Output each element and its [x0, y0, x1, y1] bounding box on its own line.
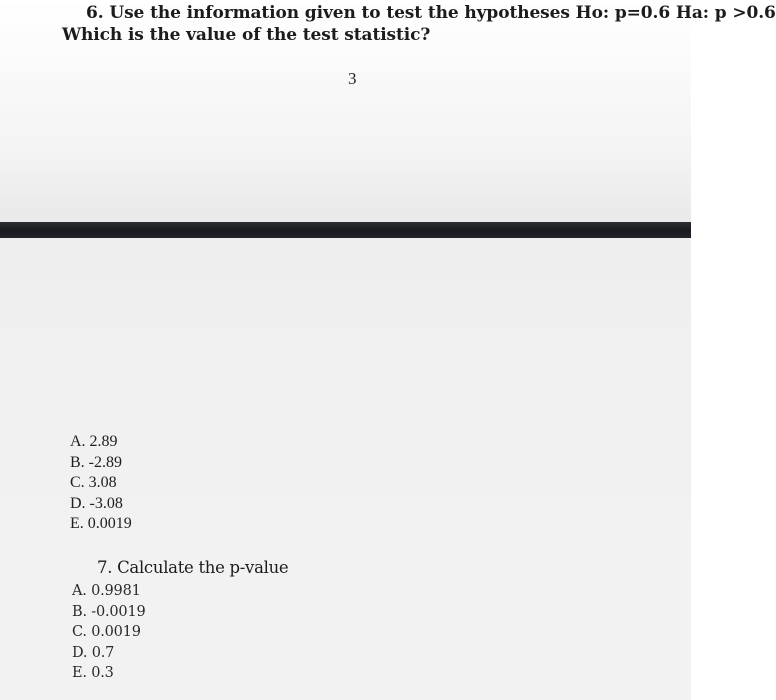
question-6-choices	[70, 432, 132, 535]
question-6-prompt-line-1: 6. Use the information given to test the hypotheses Ho: p=0.6 Ha: p >0.6	[86, 3, 776, 23]
choice-b[interactable]: B. -2.89	[70, 453, 122, 471]
choice-a[interactable]: A. 0.9981	[72, 583, 141, 599]
choice-c[interactable]: C. 0.0019	[72, 624, 141, 640]
choice-d[interactable]: D. 0.7	[72, 644, 115, 661]
choice-a[interactable]: A. 2.89	[70, 433, 118, 450]
question-7-prompt: 7. Calculate the p-value	[97, 558, 289, 577]
question-6-prompt-line-2: Which is the value of the test statistic?	[62, 25, 431, 45]
choice-e[interactable]: E. 0.3	[72, 665, 114, 681]
choice-b[interactable]: B. -0.0019	[72, 603, 146, 620]
choice-e[interactable]: E. 0.0019	[70, 515, 132, 532]
dark-divider-band	[0, 222, 691, 238]
choice-d[interactable]: D. -3.08	[70, 494, 123, 512]
choice-c[interactable]: C. 3.08	[70, 474, 117, 491]
question-7-choices	[72, 581, 146, 684]
handwritten-answer: 3	[348, 69, 357, 88]
